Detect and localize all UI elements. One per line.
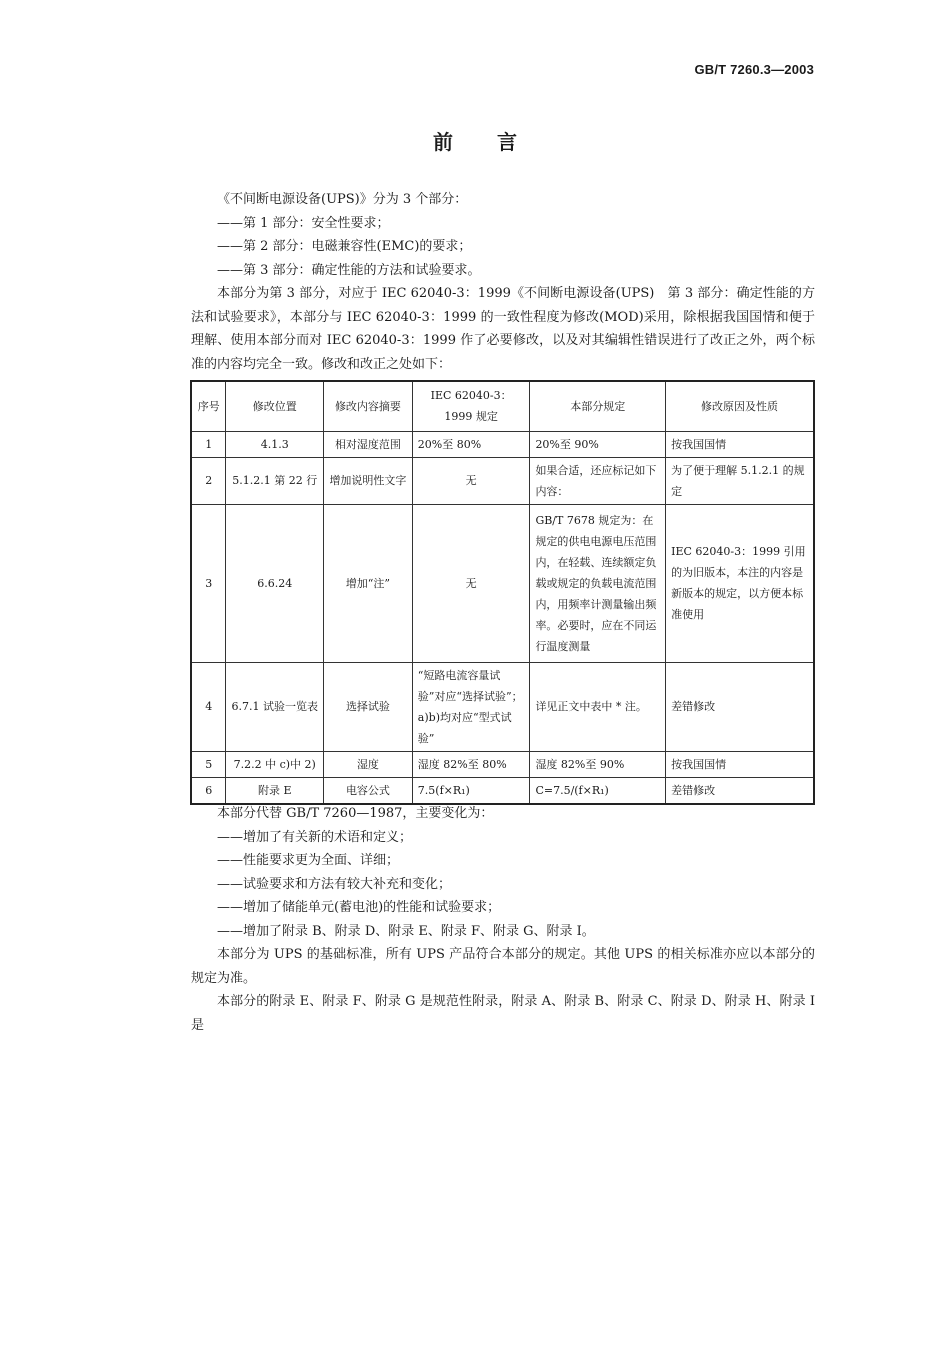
table-cell: 7.5(f×R₁) [412, 777, 530, 804]
table-cell: GB/T 7678 规定为：在规定的供电电源电压范围内，在轻载、连续额定负载或规定的负载电流范围内，用频率计测量输出频率。必要时，应在不同运行温度测量 [530, 504, 666, 662]
intro-paragraph: 本部分为第 3 部分，对应于 IEC 62040-3：1999《不间断电源设备(UPS) 第 3 部分：确定性能的方法和试验要求》，本部分与 IEC 62040-3：1999 的一致性程度为修改(MOD)采用，除根据我国国情和便于理解、使用本部分而对 IEC 62040-3：1999 作了必要修改，以及对其编辑性错误进行了改正之外，两个标准的内容均完全一致。修改和改正之处如下： [191, 286, 815, 372]
intro-item: ——第 3 部分：确定性能的方法和试验要求。 [217, 262, 481, 278]
table-cell: 详见正文中表中 * 注。 [530, 662, 666, 751]
table-cell: 如果合适，还应标记如下内容： [530, 457, 666, 504]
table-cell: 3 [191, 504, 226, 662]
table-cell: 6 [191, 777, 226, 804]
header-cell: 修改位置 [226, 381, 324, 431]
table-cell: 按我国国情 [666, 751, 814, 777]
header-cell: IEC 62040-3：1999 规定 [412, 381, 530, 431]
change-item: ——增加了附录 B、附录 D、附录 E、附录 F、附录 G、附录 I。 [217, 923, 595, 939]
table-cell: 5 [191, 751, 226, 777]
table-cell: 相对湿度范围 [324, 431, 413, 457]
intro-section [191, 188, 815, 376]
table-cell: C=7.5/(f×R₁) [530, 777, 666, 804]
table-cell: 差错修改 [666, 777, 814, 804]
table-cell: IEC 62040-3：1999 引用的为旧版本，本注的内容是新版本的规定，以方便本标准使用 [666, 504, 814, 662]
change-item: ——增加了储能单元(蓄电池)的性能和试验要求； [217, 900, 501, 915]
table-cell: 增加“注” [324, 504, 413, 662]
title-char-1: 前 [433, 130, 453, 154]
table-cell: 为了便于理解 5.1.2.1 的规定 [666, 457, 814, 504]
table-row [191, 504, 814, 662]
page-title [0, 126, 950, 155]
changes-intro: 本部分代替 GB/T 7260—1987，主要变化为： [217, 806, 494, 821]
header-cell: 本部分规定 [530, 381, 666, 431]
table-cell: 增加说明性文字 [324, 457, 413, 504]
table-cell: 湿度 82%至 90% [530, 751, 666, 777]
table-cell: 4 [191, 662, 226, 751]
table-row [191, 457, 814, 504]
table-cell: 电容公式 [324, 777, 413, 804]
standard-code: GB/T 7260.3—2003 [694, 62, 814, 77]
table-cell: 1 [191, 431, 226, 457]
body-paragraph: 本部分为 UPS 的基础标准，所有 UPS 产品符合本部分的规定。其他 UPS 的相关标准亦应以本部分的规定为准。 [191, 947, 815, 986]
table-row [191, 431, 814, 457]
header-cell: 修改原因及性质 [666, 381, 814, 431]
change-item: ——试验要求和方法有较大补充和变化； [217, 876, 452, 892]
table-row [191, 662, 814, 751]
table-row [191, 751, 814, 777]
table-cell: 4.1.3 [226, 431, 324, 457]
table-cell: 20%至 90% [530, 431, 666, 457]
table-cell: 5.1.2.1 第 22 行 [226, 457, 324, 504]
changes-table [190, 380, 815, 805]
table-cell: 选择试验 [324, 662, 413, 751]
change-item: ——增加了有关新的术语和定义； [217, 829, 413, 845]
table-cell: 按我国国情 [666, 431, 814, 457]
table-cell: 2 [191, 457, 226, 504]
intro-line: 《不间断电源设备(UPS)》分为 3 个部分： [217, 192, 468, 207]
change-item: ——性能要求更为全面、详细； [217, 853, 400, 868]
title-char-2: 言 [497, 130, 517, 154]
table-cell: 湿度 82%至 80% [412, 751, 530, 777]
table-cell: 无 [412, 504, 530, 662]
table-cell: 7.2.2 中 c)中 2) [226, 751, 324, 777]
table-cell: 湿度 [324, 751, 413, 777]
intro-item: ——第 1 部分：安全性要求； [217, 215, 390, 231]
table-cell: 差错修改 [666, 662, 814, 751]
body-paragraph: 本部分的附录 E、附录 F、附录 G 是规范性附录，附录 A、附录 B、附录 C、附录 D、附录 H、附录 I 是 [191, 994, 815, 1033]
table-row [191, 777, 814, 804]
table-cell: 6.7.1 试验一览表 [226, 662, 324, 751]
table-header-row [191, 381, 814, 431]
header-cell: 序号 [191, 381, 226, 431]
table-cell: 附录 E [226, 777, 324, 804]
changes-section [191, 802, 815, 1037]
table-cell: “短路电流容量试验”对应“选择试验”；a)b)均对应“型式试验” [412, 662, 530, 751]
intro-item: ——第 2 部分：电磁兼容性(EMC)的要求； [217, 239, 472, 254]
header-cell: 修改内容摘要 [324, 381, 413, 431]
table-cell: 无 [412, 457, 530, 504]
table-cell: 6.6.24 [226, 504, 324, 662]
table-cell: 20%至 80% [412, 431, 530, 457]
